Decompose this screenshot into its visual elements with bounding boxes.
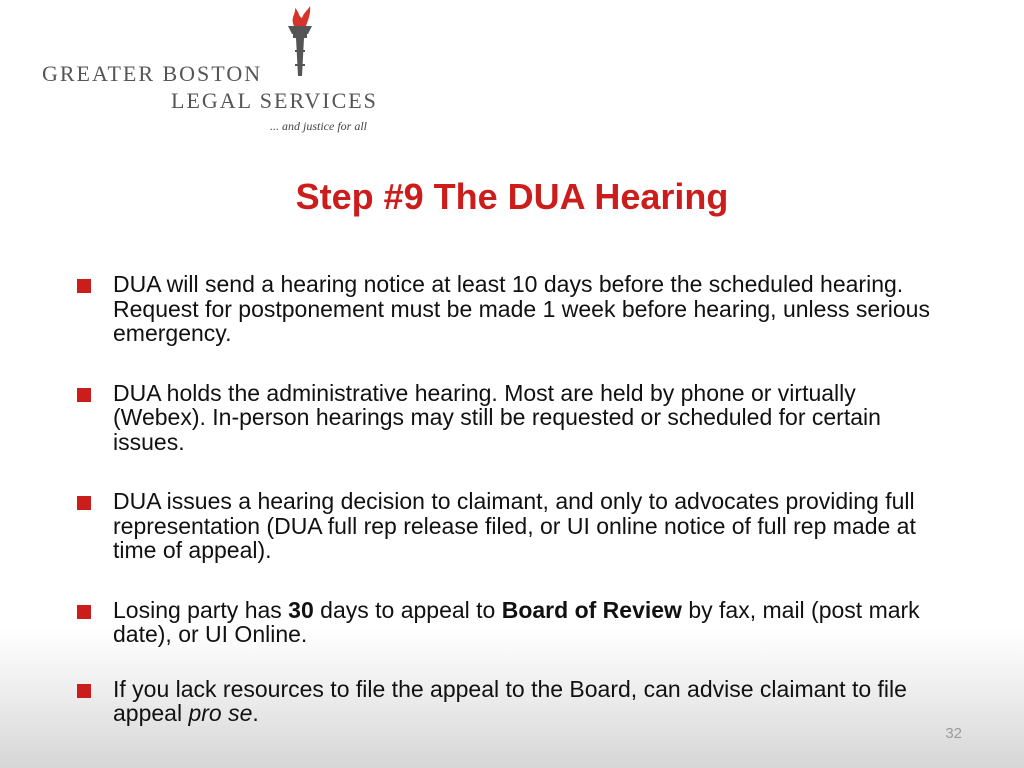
bullet-text-part: . bbox=[252, 700, 259, 726]
logo-line-legal-services: LEGAL SERVICES bbox=[171, 88, 378, 113]
bullet-item-hearing-notice bbox=[77, 272, 953, 346]
bullet-text-part: Losing party has bbox=[113, 596, 289, 623]
logo-line-greater-boston: GREATER BOSTON bbox=[42, 61, 263, 86]
red-square-bullet-icon bbox=[77, 388, 91, 402]
bullet-text-part: by fax, mail (post mark date), or UI Online. bbox=[113, 596, 920, 647]
bullet-italic-pro-se: pro se bbox=[188, 700, 253, 726]
gbls-logo bbox=[40, 4, 400, 136]
logo-tagline: ... and justice for all bbox=[270, 119, 367, 133]
bullet-item-hearing-decision bbox=[77, 489, 953, 563]
bullet-list bbox=[77, 272, 977, 726]
red-square-bullet-icon bbox=[77, 684, 91, 698]
bullet-text: DUA will send a hearing notice at least 10 days before the scheduled hearing. Request for postponement must be made 1 week before hearing, unless serious emergency. bbox=[113, 271, 930, 346]
bullet-text: DUA issues a hearing decision to claimant, and only to advocates providing full representation (DUA full rep release filed, or UI online notice of full rep made at time of appeal). bbox=[113, 488, 916, 563]
bullet-item-administrative-hearing bbox=[77, 381, 953, 455]
bullet-text: DUA holds the administrative hearing. Most are held by phone or virtually (Webex). In-person hearings may still be requested or scheduled for certain issues. bbox=[113, 379, 881, 455]
bullet-item-appeal-deadline bbox=[77, 598, 953, 647]
red-square-bullet-icon bbox=[77, 496, 91, 510]
red-square-bullet-icon bbox=[77, 279, 91, 293]
torch-icon bbox=[280, 4, 320, 84]
page-number: 32 bbox=[945, 725, 962, 742]
slide-title: Step #9 The DUA Hearing bbox=[295, 176, 729, 217]
bullet-bold-days: 30 bbox=[288, 596, 314, 623]
bullet-text-part: days to appeal to bbox=[313, 596, 502, 623]
bullet-text-part: If you lack resources to file the appeal to the Board, can advise claimant to file appeal bbox=[113, 675, 907, 726]
bullet-item-pro-se bbox=[77, 677, 953, 726]
red-square-bullet-icon bbox=[77, 605, 91, 619]
bullet-bold-board: Board of Review bbox=[501, 596, 682, 623]
